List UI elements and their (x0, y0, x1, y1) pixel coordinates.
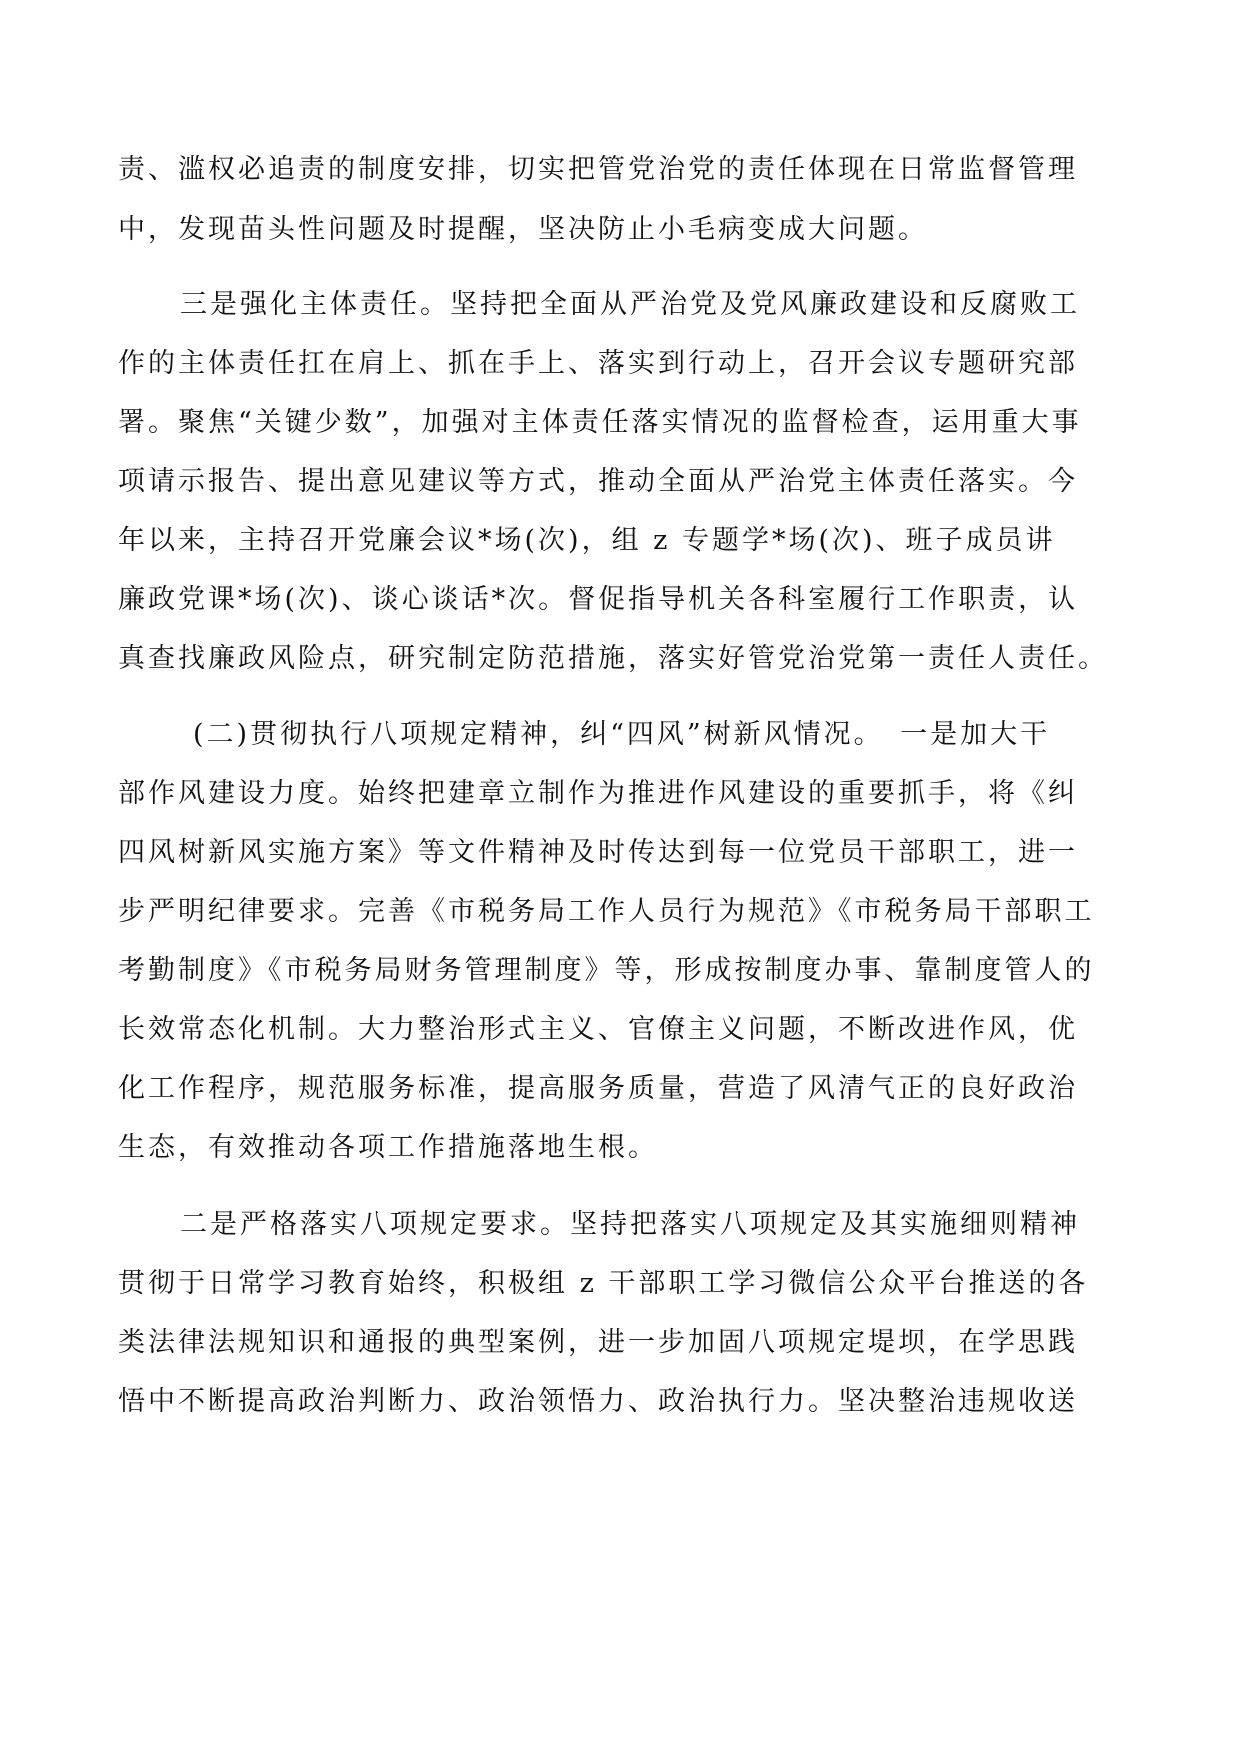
paragraph-line: 真查找廉政风险点，研究制定防范措施，落实好管党治党第一责任人责任。 (118, 643, 1108, 674)
paragraph-line: 类法律法规知识和通报的典型案例，进一步加固八项规定堤坝，在学思践 (118, 1327, 1078, 1358)
paragraph-line: 项请示报告、提出意见建议等方式，推动全面从严治党主体责任落实。今 (118, 466, 1078, 497)
paragraph-line: 考勤制度》《市税务局财务管理制度》等，形成按制度办事、靠制度管人的 (118, 955, 1095, 986)
paragraph-line: 生态，有效推动各项工作措施落地生根。 (118, 1132, 658, 1163)
paragraph-line: 中，发现苗头性问题及时提醒，坚决防止小毛病变成大问题。 (118, 214, 928, 245)
paragraph-line: 三是强化主体责任。坚持把全面从严治党及党风廉政建设和反腐败工 (180, 289, 1080, 320)
paragraph-line: 责、滥权必追责的制度安排，切实把管党治党的责任体现在日常监督管理 (118, 154, 1078, 185)
paragraph-line: 廉政党课*场(次)、谈心谈话*次。督促指导机关各科室履行工作职责，认 (118, 584, 1079, 615)
paragraph-line: 贯彻于日常学习教育始终，积极组 z 干部职工学习微信公众平台推送的各 (118, 1268, 1089, 1299)
paragraph-line: 长效常态化机制。大力整治形式主义、官僚主义问题，不断改进作风，优 (118, 1014, 1078, 1045)
paragraph-line: 署。聚焦“关键少数”，加强对主体责任落实情况的监督检查，运用重大事 (118, 407, 1082, 438)
section-heading-line: (二)贯彻执行八项规定精神，纠“四风”树新风情况。 一是加大干 (193, 719, 1051, 750)
paragraph-line: 作的主体责任扛在肩上、抓在手上、落实到行动上，召开会议专题研究部 (118, 348, 1078, 379)
paragraph-line: 化工作程序，规范服务标准，提高服务质量，营造了风清气正的良好政治 (118, 1073, 1078, 1104)
paragraph-line: 步严明纪律要求。完善《市税务局工作人员行为规范》《市税务局干部职工 (118, 896, 1095, 927)
paragraph-line: 悟中不断提高政治判断力、政治领悟力、政治执行力。坚决整治违规收送 (118, 1386, 1078, 1417)
paragraph-line: 四风树新风实施方案》等文件精神及时传达到每一位党员干部职工，进一 (118, 837, 1078, 868)
paragraph-line: 二是严格落实八项规定要求。坚持把落实八项规定及其实施细则精神 (180, 1209, 1080, 1240)
paragraph-line: 部作风建设力度。始终把建章立制作为推进作风建设的重要抓手，将《纠 (118, 778, 1078, 809)
paragraph-line: 年以来，主持召开党廉会议*场(次)，组 z 专题学*场(次)、班子成员讲 (118, 525, 1056, 556)
